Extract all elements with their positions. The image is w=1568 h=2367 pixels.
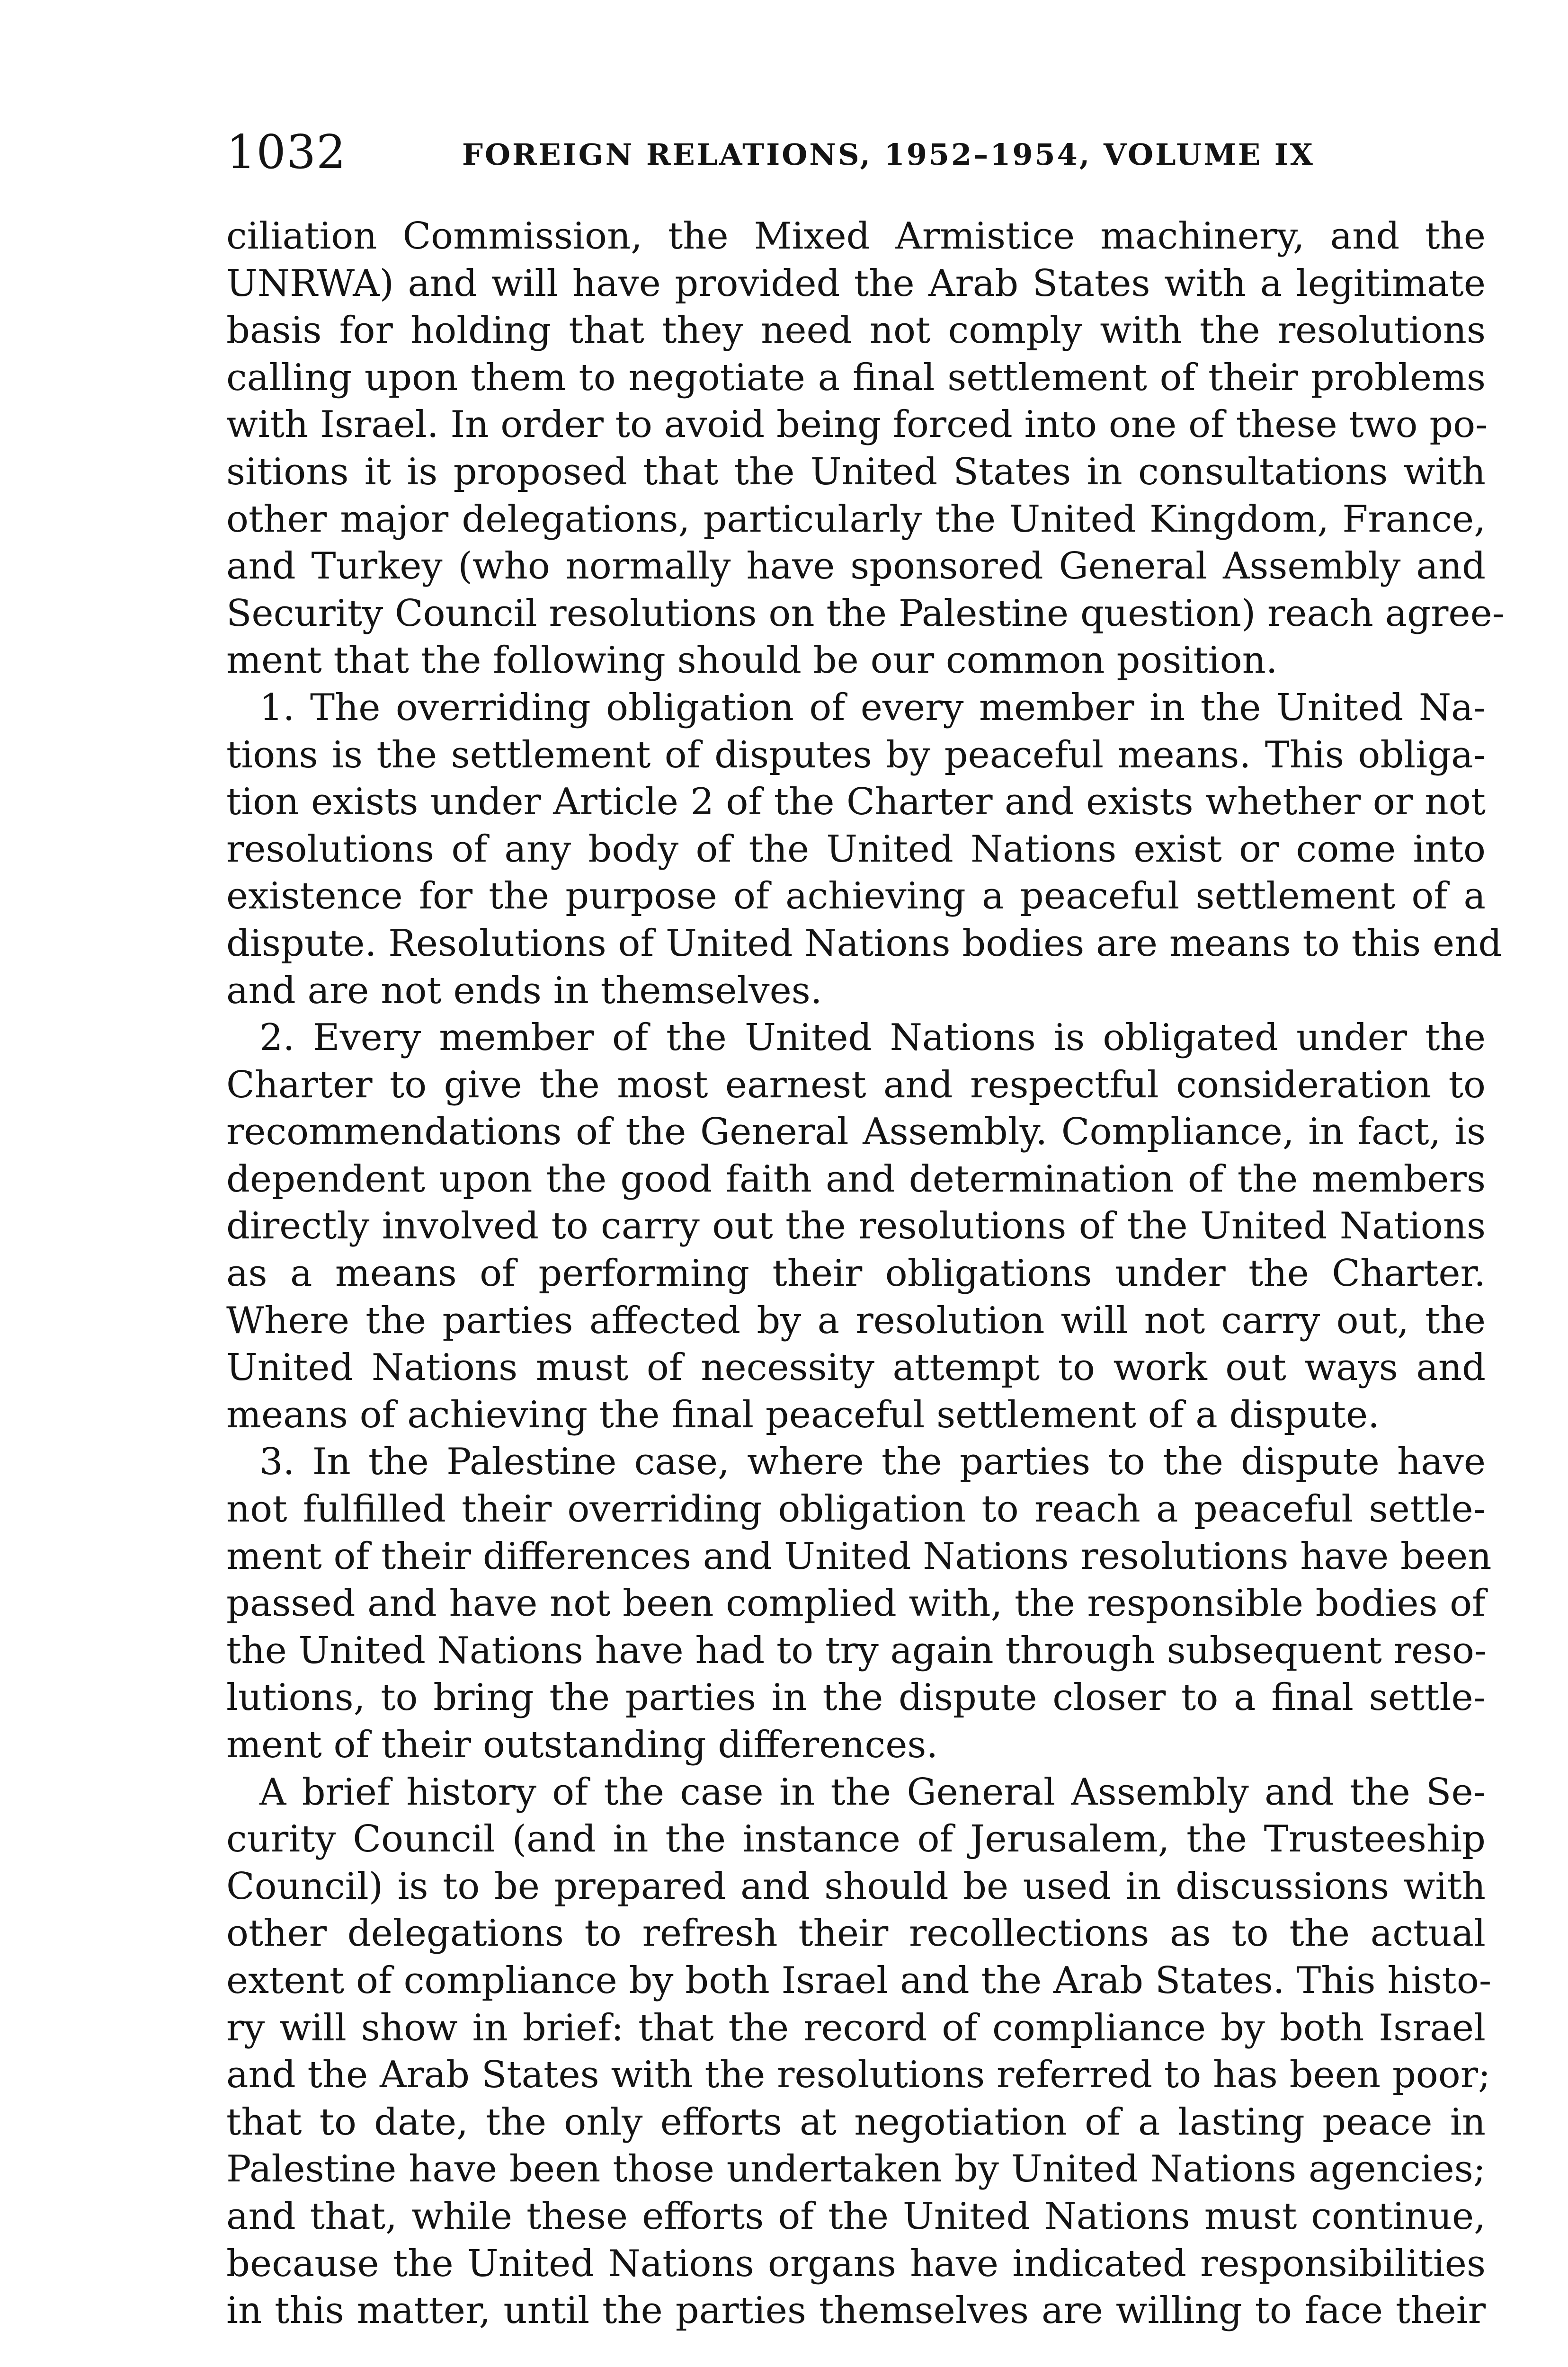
running-header (226, 124, 1486, 181)
text-line: UNRWA) and will have provided the Arab States with a legitimate (226, 262, 1486, 305)
text-line: as a means of performing their obligations under the Charter. (226, 1252, 1486, 1295)
text-line: and that, while these efforts of the United Nations must continue, (226, 2195, 1486, 2238)
text-line: dispute. Resolutions of United Nations bodies are means to this end (226, 922, 1502, 965)
text-line: not fulfilled their overriding obligation to reach a peaceful settle- (226, 1488, 1486, 1531)
text-line: resolutions of any body of the United Nations exist or come into (226, 828, 1486, 871)
text-line: and the Arab States with the resolutions referred to has been poor; (226, 2054, 1491, 2097)
text-line: 2. Every member of the United Nations is obligated under the (259, 1016, 1486, 1059)
body-text (226, 213, 1505, 2335)
running-title: FOREIGN RELATIONS, 1952–1954, VOLUME IX (462, 137, 1315, 172)
text-line: ciliation Commission, the Mixed Armistice machinery, and the (226, 215, 1486, 258)
text-line: tion exists under Article 2 of the Charter and exists whether or not (226, 781, 1486, 824)
text-line: Council) is to be prepared and should be used in discussions with (226, 1865, 1486, 1908)
text-line: and are not ends in themselves. (226, 969, 822, 1012)
text-line: sitions it is proposed that the United States in consultations with (226, 450, 1486, 493)
text-line: calling upon them to negotiate a final settlement of their problems (226, 356, 1486, 399)
text-line: that to date, the only efforts at negotiation of a lasting peace in (226, 2100, 1486, 2144)
text-line: tions is the settlement of disputes by peaceful means. This obliga- (226, 733, 1486, 776)
page-number: 1032 (226, 125, 347, 179)
text-line: passed and have not been complied with, the responsible bodies of (226, 1582, 1486, 1625)
text-line: means of achieving the final peaceful settlement of a dispute. (226, 1393, 1380, 1436)
text-line: dependent upon the good faith and determination of the members (226, 1157, 1486, 1201)
text-line: existence for the purpose of achieving a peaceful settlement of a (226, 875, 1486, 918)
text-line: ment that the following should be our common position. (226, 639, 1278, 682)
text-line: ry will show in brief: that the record of compliance by both Israel (226, 2006, 1486, 2049)
text-line: Where the parties affected by a resolution will not carry out, the (226, 1299, 1486, 1342)
text-line: other delegations to refresh their recollections as to the actual (226, 1912, 1486, 1955)
text-line: United Nations must of necessity attempt to work out ways and (226, 1346, 1486, 1389)
text-line: 3. In the Palestine case, where the parties to the dispute have (259, 1441, 1486, 1484)
text-line: ment of their outstanding differences. (226, 1724, 938, 1766)
text-line: ment of their differences and United Nations resolutions have been (226, 1535, 1492, 1578)
text-line: curity Council (and in the instance of Jerusalem, the Trusteeship (226, 1818, 1486, 1861)
text-line: in this matter, until the parties themselves are willing to face their (226, 2289, 1486, 2332)
text-line: with Israel. In order to avoid being forced into one of these two po- (226, 403, 1488, 446)
text-line: 1. The overriding obligation of every member in the United Na- (259, 686, 1486, 729)
text-line: because the United Nations organs have indicated responsibilities (226, 2242, 1486, 2285)
text-line: and Turkey (who normally have sponsored General Assembly and (226, 545, 1486, 588)
text-line: lutions, to bring the parties in the dispute closer to a final settle- (226, 1676, 1486, 1719)
text-line: Palestine have been those undertaken by United Nations agencies; (226, 2148, 1486, 2191)
text-line: directly involved to carry out the resolutions of the United Nations (226, 1205, 1486, 1248)
text-line: Charter to give the most earnest and respectful consideration to (226, 1063, 1486, 1106)
text-line: A brief history of the case in the General Assembly and the Se- (259, 1771, 1486, 1814)
text-line: Security Council resolutions on the Palestine question) reach agree- (226, 592, 1505, 635)
text-line: other major delegations, particularly the United Kingdom, France, (226, 498, 1486, 541)
text-line: extent of compliance by both Israel and the Arab States. This histo- (226, 1959, 1492, 2002)
text-line: basis for holding that they need not comply with the resolutions (226, 309, 1486, 352)
text-line: the United Nations have had to try again through subsequent reso- (226, 1629, 1487, 1672)
text-line: recommendations of the General Assembly. Compliance, in fact, is (226, 1111, 1486, 1154)
